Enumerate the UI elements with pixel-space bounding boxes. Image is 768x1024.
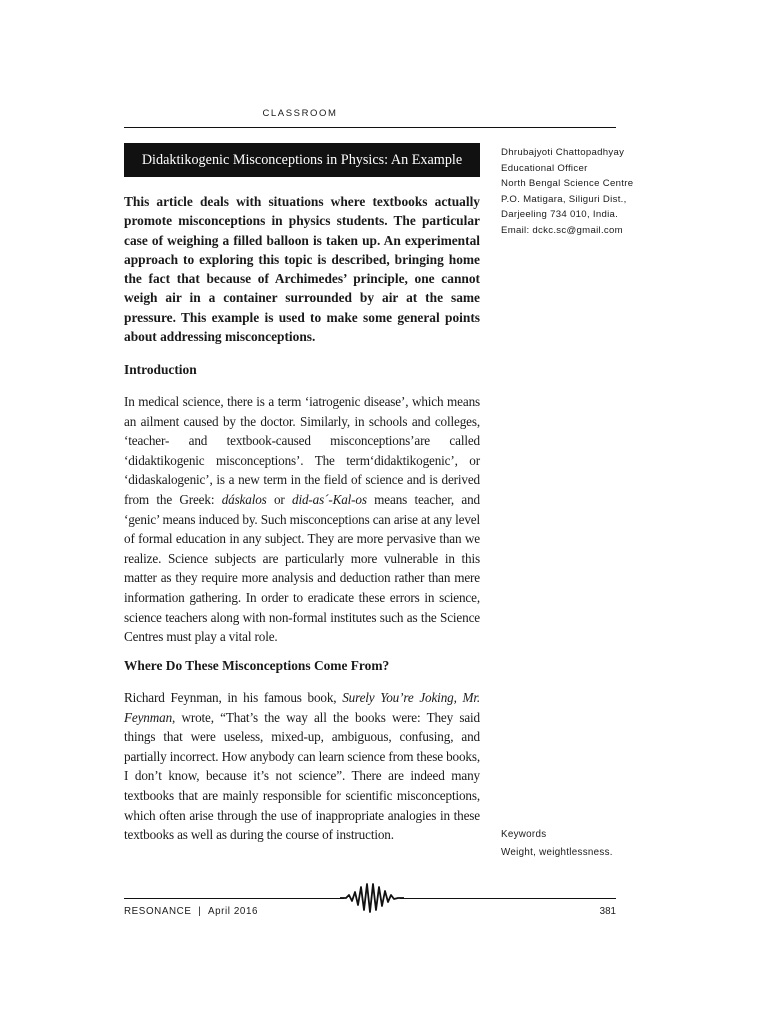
paragraph-text: In medical science, there is a term ‘iatrogenic disease’, which means an ailment caused by the doctor. Similarly, in schools and colleges, ‘teacher- and textbook-caused misconceptions’are called ‘didaktikogenic misconceptions’. The term‘didaktikogenic’, or ‘didaskalogenic’, is a new term in the field of science and is derived from the Greek: — [124, 394, 480, 507]
section-label: CLASSROOM — [262, 108, 338, 119]
footer-journal — [124, 906, 258, 917]
footer-rule-right — [400, 898, 616, 899]
section-heading-introduction: Introduction — [124, 362, 197, 377]
paragraph-text: means teacher, and ‘genic’ means induced by. Such misconceptions can arise at any level of formal education in any subject. They are more pervasive than we realize. Science subjects are particularly more vulnerable in this matter as they require more analysis and deduction rather than mere information gathering. In order to eradicate these errors in science, science teachers along with non-formal institutes such as the Science Centres must play a vital role. — [124, 491, 481, 645]
page-number: 381 — [599, 906, 616, 917]
paragraph-text: or — [266, 491, 293, 507]
paragraph-text: Richard Feynman, in his famous book, — [124, 690, 343, 705]
author-address-2: Darjeeling 734 010, India. — [501, 209, 619, 221]
author-institution: North Bengal Science Centre — [501, 178, 634, 190]
resonance-wave-icon — [340, 880, 404, 916]
author-position: Educational Officer — [501, 162, 588, 174]
paragraph-text: , wrote, “That’s the way all the books were: They said things that were useless, mixed-up, ambiguous, confusing, and partially incorrect. How anybody can learn science from these books, I don’t know, because it’s not science”. There are indeed many textbooks that are mainly responsible for scientific misconceptions, which often arise through the use of inappropriate analogies in these textbooks as well as during the course of instruction. — [124, 709, 480, 843]
footer-separator: | — [198, 906, 202, 917]
article-title — [124, 143, 480, 177]
author-email[interactable]: Email: dckc.sc@gmail.com — [501, 224, 623, 236]
footer-rule-left — [124, 898, 344, 899]
issue-date: April 2016 — [207, 906, 259, 917]
paragraph-where — [124, 688, 480, 845]
italic-term-daskalos: dáskalos — [221, 491, 267, 507]
top-rule — [124, 127, 616, 128]
author-name: Dhrubajyoti Chattopadhyay — [501, 147, 625, 158]
author-address-1: P.O. Matigara, Siliguri Dist., — [501, 193, 627, 205]
abstract: This article deals with situations where textbooks actually promote misconceptions in physics students. The particular case of weighing a filled balloon is taken up. An experimental approach to exploring this topic is described, bringing home the fact that because of Archimedes’ principle, one cannot weigh air in a container surrounded by air at the same pressure. This example is used to make some general points about addressing misconceptions. — [124, 194, 480, 345]
italic-term-did-as-kal-os: did-as´-Kal-os — [292, 491, 367, 507]
article-title-text: Didaktikogenic Misconceptions in Physics: An Example — [141, 151, 463, 168]
keywords-heading: Keywords — [501, 829, 547, 840]
keywords-text: Weight, weightlessness. — [501, 847, 613, 858]
paragraph-introduction — [124, 392, 480, 647]
italic-book-title: Surely You’re Joking, Mr. Feynman — [124, 690, 480, 725]
section-heading-where: Where Do These Misconceptions Come From? — [124, 658, 390, 673]
journal-name: RESONANCE — [124, 906, 192, 917]
author-affiliation — [501, 145, 634, 239]
